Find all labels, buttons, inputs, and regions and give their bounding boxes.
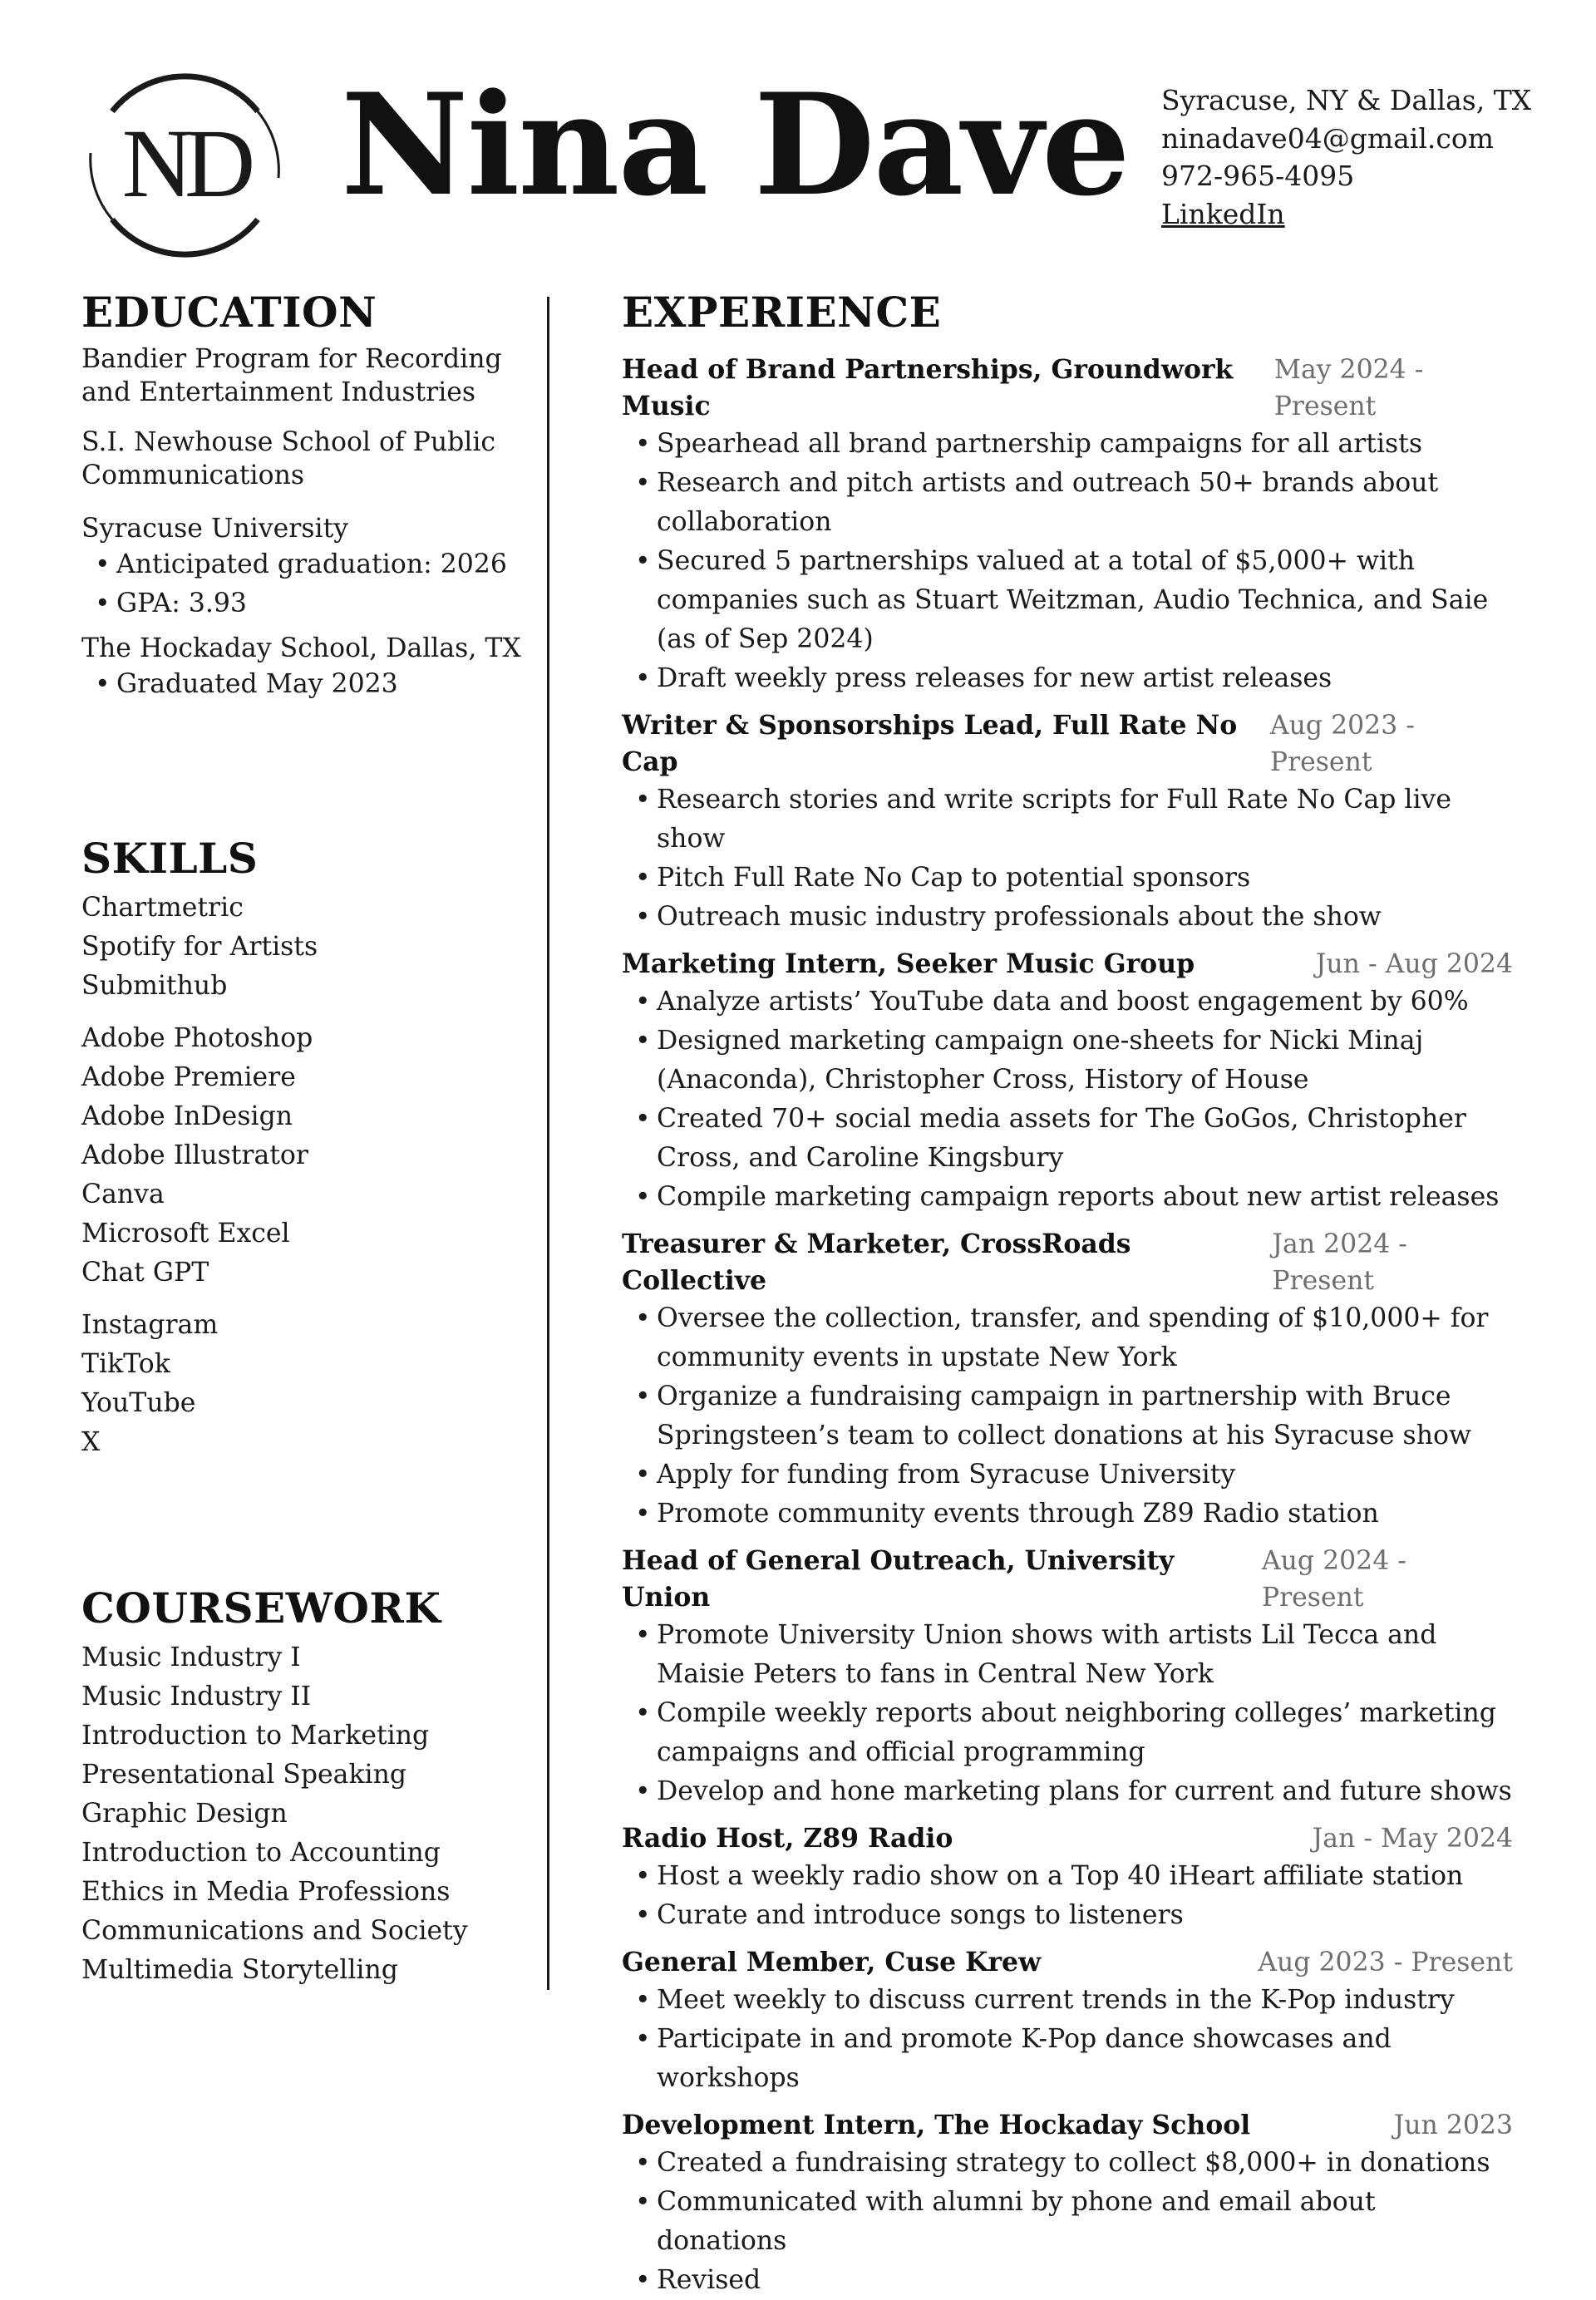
job-title: Treasurer & Marketer, CrossRoads Collective [622,1229,1131,1296]
job-bullet: • Promote University Union shows with artists Lil Tecca and Maisie Peters to fans in Central New York [657,1616,1513,1694]
skills-group-social [81,1306,530,1462]
skill-item: Canva [81,1180,165,1209]
right-column [622,283,1513,2300]
skills-section [81,889,530,1462]
job-entry [622,2107,1513,2300]
coursework-section [81,1638,530,1990]
education-entry [81,632,530,704]
job-title: Writer & Sponsorships Lead, Full Rate No Cap [622,710,1238,777]
job-bullet: • Communicated with alumni by phone and email about donations [657,2183,1513,2261]
job-bullet: • Research and pitch artists and outreach 50+ brands about collaboration [657,464,1513,542]
education-bullets [81,665,530,704]
education-line: Communications [81,460,305,490]
education-heading: EDUCATION [81,288,377,337]
job-header [622,1543,1513,1616]
course-item: Multimedia Storytelling [81,1955,398,1985]
job-bullet: • Draft weekly press releases for new artist releases [657,659,1513,698]
job-entry [622,707,1513,937]
job-header [622,707,1513,781]
contact-location: Syracuse, NY & Dallas, TX [1161,84,1532,116]
course-item: Presentational Speaking [81,1760,407,1790]
skills-group-analytics [81,889,530,1006]
job-header [622,946,1513,983]
education-section [81,342,530,704]
job-date: Aug 2023 - Present [1258,1948,1513,1977]
job-bullet: • Oversee the collection, transfer, and spending of $10,000+ for community events in upstate New York [657,1299,1513,1377]
job-bullet: • Promote community events through Z89 Radio station [657,1495,1513,1534]
job-date: Jun 2023 [1393,2110,1513,2140]
education-bullet: • Graduated May 2023 [116,665,530,704]
job-bullet: • Created 70+ social media assets for The GoGos, Christopher Cross, and Caroline Kingsbury [657,1100,1513,1178]
skills-group-software [81,1019,530,1293]
candidate-name: Nina Dave [341,62,1129,227]
skill-item: Instagram [81,1310,219,1340]
job-bullet: • Organize a fundraising campaign in partnership with Bruce Springsteen’s team to collect donations at his Syracuse show [657,1377,1513,1455]
job-bullets [622,1299,1513,1534]
job-date: Jun - Aug 2024 [1315,949,1513,979]
course-item: Music Industry I [81,1643,301,1672]
job-bullet: • Compile weekly reports about neighboring colleges’ marketing campaigns and official programming [657,1694,1513,1772]
job-bullets [622,425,1513,698]
job-bullet: • Designed marketing campaign one-sheets for Nicki Minaj (Anaconda), Christopher Cross, History of House [657,1022,1513,1100]
job-date: Jan - May 2024 [1312,1824,1513,1854]
job-date: Aug 2023 - Present [1269,711,1415,777]
job-bullet: • Compile marketing campaign reports about new artist releases [657,1178,1513,1217]
education-line: The Hockaday School, Dallas, TX [81,633,521,663]
contact-phone: 972-965-4095 [1161,160,1355,192]
course-item: Communications and Society [81,1916,468,1946]
job-title: Radio Host, Z89 Radio [622,1823,953,1854]
job-entry [622,1944,1513,2098]
job-bullet: • Spearhead all brand partnership campaigns for all artists [657,425,1513,464]
job-bullets [622,983,1513,1217]
skill-item: X [81,1427,101,1457]
job-bullet: • Outreach music industry professionals about the show [657,898,1513,937]
job-bullet: • Research stories and write scripts for Full Rate No Cap live show [657,781,1513,859]
course-item: Graphic Design [81,1799,288,1829]
job-header [622,2107,1513,2144]
job-entry [622,1543,1513,1811]
job-bullet: • Secured 5 partnerships valued at a total of $5,000+ with companies such as Stuart Weitzman, Audio Technica, and Saie (as of Sep 2024) [657,542,1513,659]
job-bullets [622,781,1513,937]
job-bullets [622,1981,1513,2098]
job-header [622,1944,1513,1981]
job-bullet: • Meet weekly to discuss current trends in the K-Pop industry [657,1981,1513,2020]
course-item: Introduction to Marketing [81,1721,430,1751]
job-bullet: • Curate and introduce songs to listeners [657,1896,1513,1935]
course-item: Music Industry II [81,1682,312,1711]
coursework-heading: COURSEWORK [81,1583,441,1633]
column-divider [547,297,549,1990]
education-entry [81,342,530,409]
job-header [622,1226,1513,1299]
skill-item: Submithub [81,971,228,1001]
job-header [622,1820,1513,1857]
job-bullet: • Pitch Full Rate No Cap to potential sponsors [657,859,1513,898]
job-bullet: • Apply for funding from Syracuse University [657,1455,1513,1495]
job-title: Head of Brand Partnerships, Groundwork Music [622,354,1234,421]
education-line: S.I. Newhouse School of Public [81,427,496,457]
job-bullet: • Develop and hone marketing plans for current and future shows [657,1772,1513,1811]
job-bullets [622,1616,1513,1811]
job-bullets [622,1857,1513,1935]
skill-item: Spotify for Artists [81,932,318,962]
education-entry [81,426,530,492]
education-line: Syracuse University [81,514,349,544]
skill-item: YouTube [81,1388,196,1418]
job-header [622,352,1513,425]
job-entry [622,946,1513,1217]
skill-item: Chat GPT [81,1258,209,1288]
education-bullet: • Anticipated graduation: 2026 [116,545,530,584]
job-date: Aug 2024 - Present [1261,1546,1406,1613]
job-bullet: • Participate in and promote K-Pop dance showcases and workshops [657,2020,1513,2098]
education-entry [81,512,530,623]
job-entry [622,1226,1513,1534]
logo-text: ND [121,109,248,218]
job-bullet: • Host a weekly radio show on a Top 40 iHeart affiliate station [657,1857,1513,1896]
experience-heading: EXPERIENCE [622,288,942,337]
job-title: Head of General Outreach, University Union [622,1545,1175,1613]
nd-monogram-logo [79,62,291,269]
course-item: Ethics in Media Professions [81,1877,451,1907]
job-bullet: • Analyze artists’ YouTube data and boost engagement by 60% [657,983,1513,1022]
job-entry [622,352,1513,698]
skill-item: Adobe Illustrator [81,1140,308,1170]
skills-heading: SKILLS [81,834,259,883]
job-bullets [622,2144,1513,2300]
skill-item: Adobe Premiere [81,1062,296,1092]
job-bullet: • Revised [657,2261,1513,2300]
education-bullet: • GPA: 3.93 [116,584,530,623]
skill-item: Chartmetric [81,893,244,923]
job-date: Jan 2024 - Present [1272,1229,1407,1296]
education-line: Bandier Program for Recording [81,344,502,374]
contact-email[interactable]: ninadave04@gmail.com [1161,121,1495,155]
skill-item: Adobe InDesign [81,1101,293,1131]
job-date: May 2024 - Present [1273,355,1424,421]
course-item: Introduction to Accounting [81,1838,441,1868]
education-line: and Entertainment Industries [81,377,476,407]
skill-item: Adobe Photoshop [81,1023,313,1053]
job-title: Development Intern, The Hockaday School [622,2110,1251,2140]
job-title: General Member, Cuse Krew [622,1947,1042,1977]
education-bullets [81,545,530,623]
job-title: Marketing Intern, Seeker Music Group [622,948,1195,979]
skill-item: TikTok [81,1349,170,1379]
job-entry [622,1820,1513,1935]
job-bullet: • Created a fundraising strategy to collect $8,000+ in donations [657,2144,1513,2183]
linkedin-link[interactable]: LinkedIn [1161,197,1285,230]
logo-graphic [79,62,291,269]
skill-item: Microsoft Excel [81,1219,290,1249]
left-column [81,283,530,1990]
contact-info [1161,81,1531,233]
